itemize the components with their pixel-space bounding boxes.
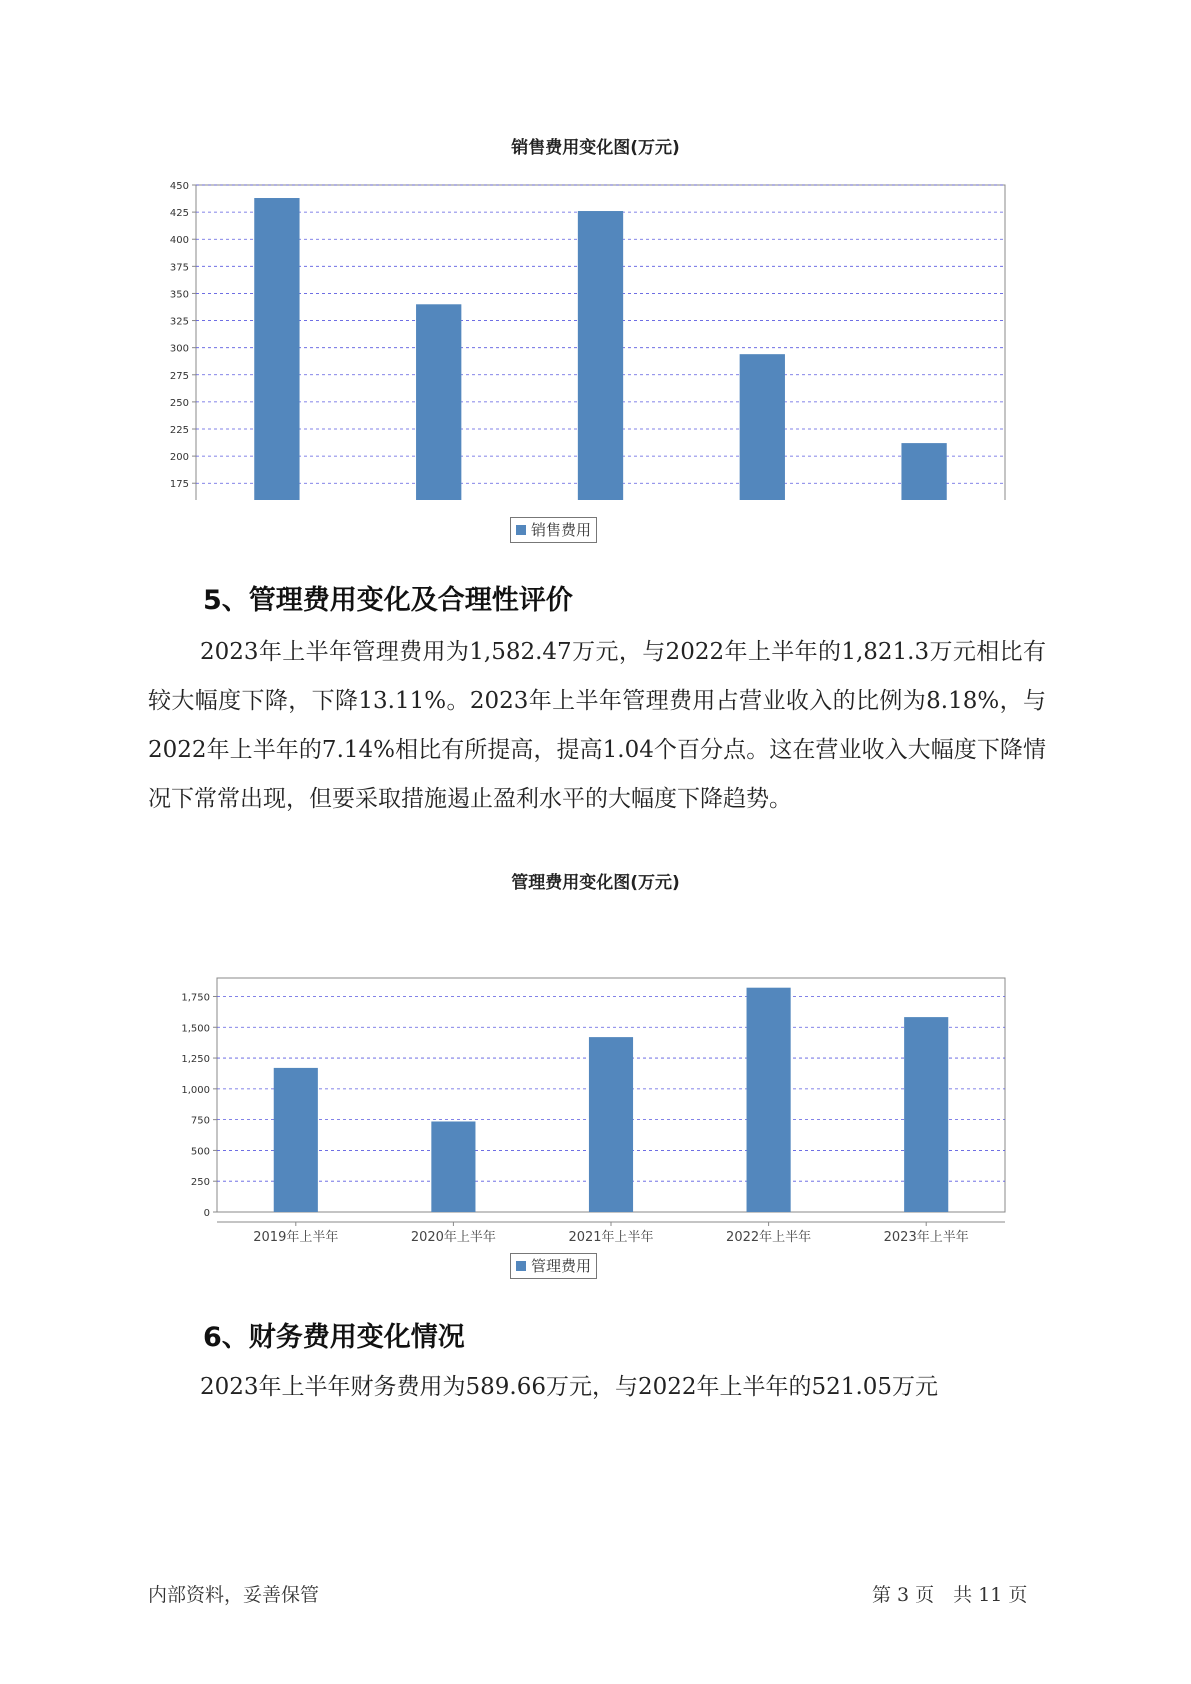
- y-tick-label: 200: [169, 452, 189, 464]
- x-tick-label: 2019年上半年: [253, 1230, 339, 1245]
- y-tick-label: 0: [203, 1208, 210, 1219]
- footer-left: 内部资料，妥善保管: [148, 1584, 320, 1606]
- y-tick-label: 1,250: [181, 1054, 210, 1066]
- chart2-title: 管理费用变化图(万元): [511, 873, 680, 893]
- bar: [747, 988, 791, 1212]
- bar: [431, 1121, 475, 1212]
- y-tick-label: 1,500: [181, 1023, 210, 1035]
- section6-heading: 6、财务费用变化情况: [203, 1322, 465, 1353]
- y-tick-label: 175: [169, 479, 189, 491]
- bar: [274, 1068, 318, 1212]
- y-tick-label: 250: [190, 1177, 210, 1189]
- bar: [578, 211, 623, 500]
- section5-paragraph: [148, 628, 1046, 824]
- y-tick-label: 300: [169, 343, 189, 355]
- x-tick-label: 2022年上半年: [726, 1230, 812, 1245]
- bar: [901, 443, 946, 500]
- chart2-legend-label: 管理费用: [531, 1257, 592, 1275]
- y-tick-label: 1,750: [181, 992, 210, 1004]
- chart1-title: 销售费用变化图(万元): [511, 138, 680, 158]
- bar: [904, 1017, 948, 1212]
- y-tick-label: 450: [169, 181, 189, 192]
- y-tick-label: 350: [169, 289, 189, 301]
- x-tick-label: 2023年上半年: [883, 1230, 969, 1245]
- y-tick-label: 275: [169, 370, 189, 382]
- y-tick-label: 225: [169, 425, 189, 436]
- footer-page-number: 第 3 页 共 11 页: [872, 1584, 1028, 1606]
- sales-expense-chart: [0, 160, 1191, 500]
- section6-text: 2023年上半年财务费用为589.66万元，与2022年上半年的521.05万元: [200, 1374, 939, 1400]
- bar: [416, 304, 461, 500]
- section5-text: 2023年上半年管理费用为1,582.47万元，与2022年上半年的1,821.3万元相比有较大幅度下降，下降13.11%。2023年上半年管理费用占营业收入的比例为8.18%，与2022年上半年的7.14%相比有所提高，提高1.04个百分点。这在营业收入大幅度下降情况下常常出现，但要采取措施遏止盈利水平的大幅度下降趋势。: [148, 639, 1046, 812]
- y-tick-label: 375: [169, 262, 189, 274]
- section5-heading: 5、管理费用变化及合理性评价: [203, 585, 573, 616]
- y-tick-label: 750: [190, 1115, 210, 1127]
- y-tick-label: 400: [169, 235, 189, 247]
- bar: [740, 354, 785, 500]
- y-tick-label: 1,000: [181, 1084, 210, 1096]
- chart2-legend: [510, 1253, 597, 1279]
- legend-swatch: [516, 525, 526, 535]
- y-tick-label: 250: [169, 397, 189, 409]
- y-tick-label: 425: [169, 208, 189, 220]
- section6-paragraph: [148, 1363, 1046, 1412]
- admin-expense-chart: [0, 900, 1191, 1250]
- y-tick-label: 325: [169, 316, 189, 328]
- chart1-legend-label: 销售费用: [531, 521, 592, 539]
- chart1-legend: [510, 517, 597, 543]
- x-tick-label: 2020年上半年: [410, 1230, 496, 1245]
- legend-swatch: [516, 1261, 526, 1271]
- x-tick-label: 2021年上半年: [568, 1230, 654, 1245]
- bar: [589, 1037, 633, 1212]
- y-tick-label: 500: [190, 1146, 210, 1158]
- bar: [254, 198, 299, 500]
